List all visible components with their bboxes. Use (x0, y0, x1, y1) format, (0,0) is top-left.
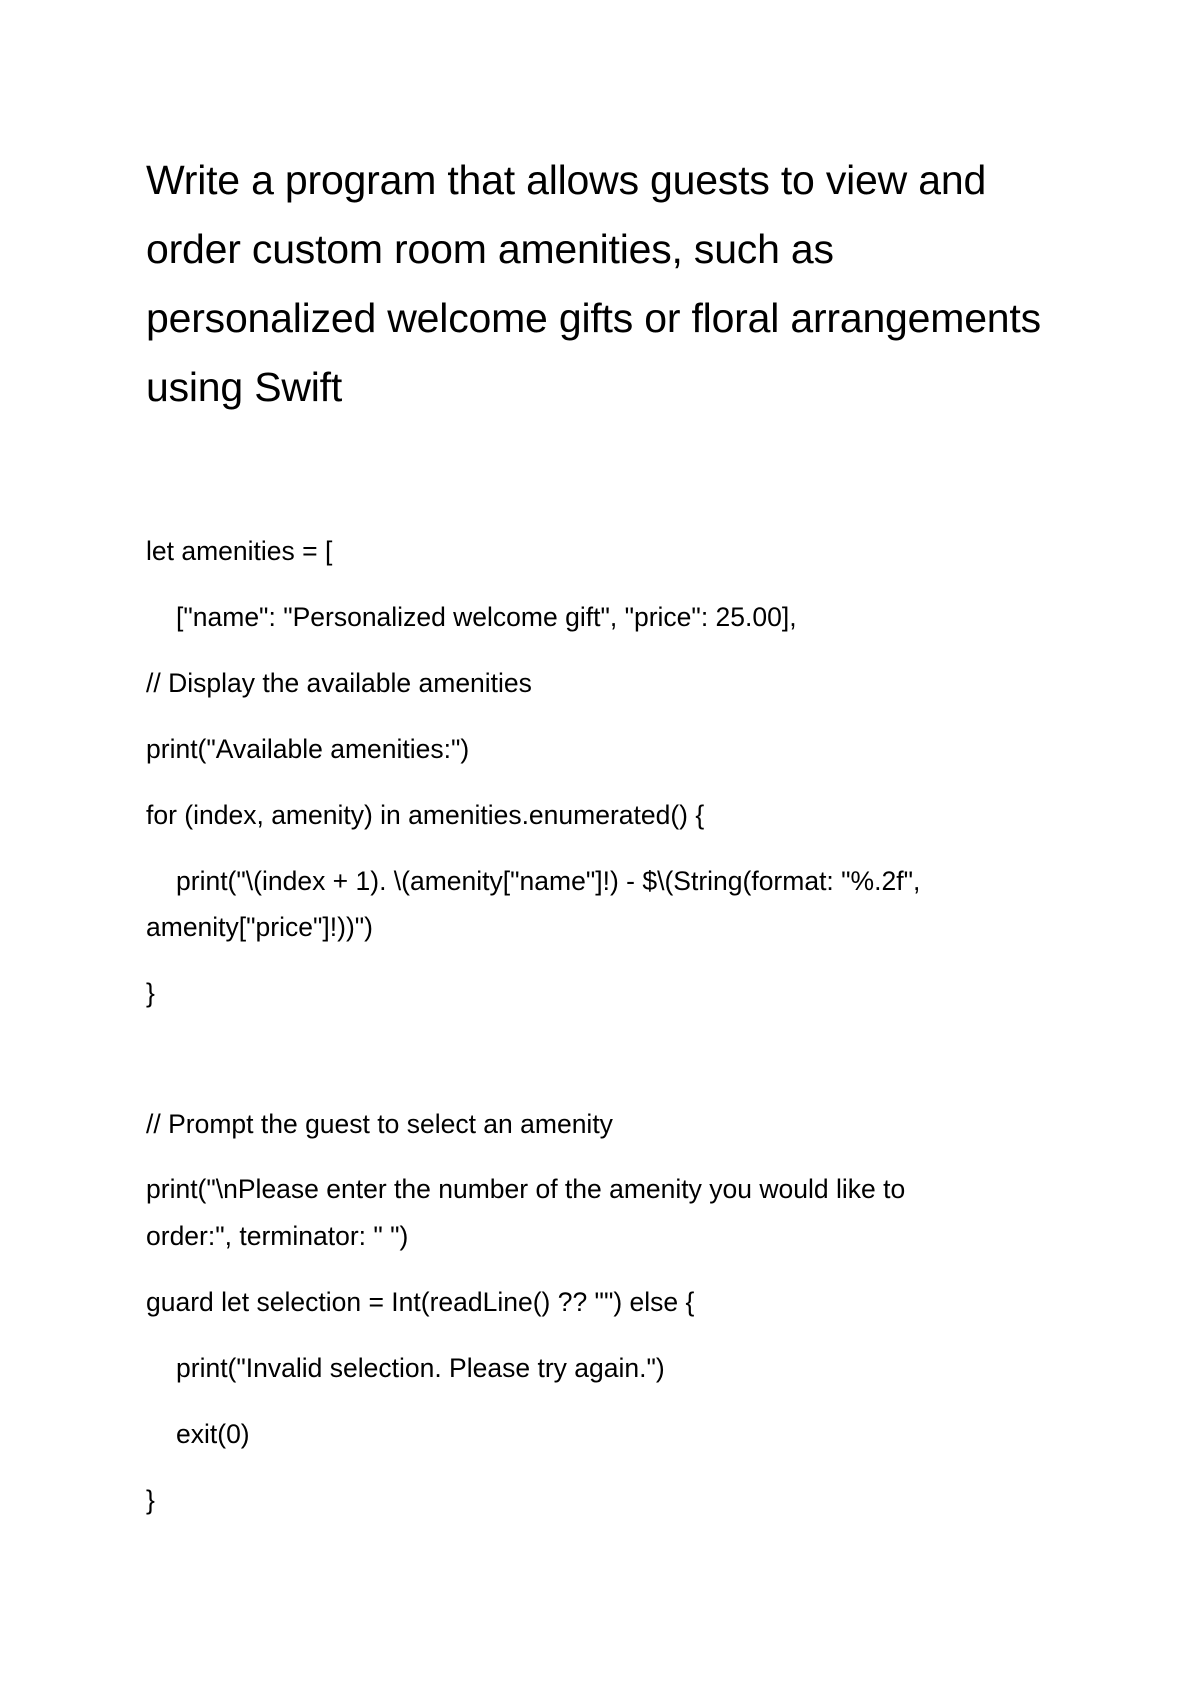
code-line: amenity["price"]!))") (146, 912, 374, 942)
code-line: print("\(index + 1). \(amenity["name"]!) - $\(String(format: "%.2f", (176, 866, 921, 896)
document-title: Write a program that allows guests to view and order custom room amenities, such as personalized welcome gifts or floral arrangements using Swift (146, 157, 1041, 410)
code-line: for (index, amenity) in amenities.enumerated() { (146, 800, 705, 830)
code-line: print("Invalid selection. Please try again.") (176, 1353, 665, 1383)
code-line: guard let selection = Int(readLine() ?? "") else { (146, 1287, 695, 1317)
code-line: } (146, 1485, 155, 1515)
code-line: exit(0) (176, 1419, 250, 1449)
code-line: print("\nPlease enter the number of the amenity you would like to (146, 1174, 906, 1204)
code-comment-line: // Prompt the guest to select an amenity (146, 1109, 613, 1139)
code-comment-line: // Display the available amenities (146, 668, 532, 698)
code-line: } (146, 978, 155, 1008)
code-line: ["name": "Personalized welcome gift", "price": 25.00], (176, 602, 797, 632)
code-line: print("Available amenities:") (146, 734, 470, 764)
code-line: let amenities = [ (146, 536, 333, 566)
code-line: order:", terminator: " ") (146, 1221, 409, 1251)
